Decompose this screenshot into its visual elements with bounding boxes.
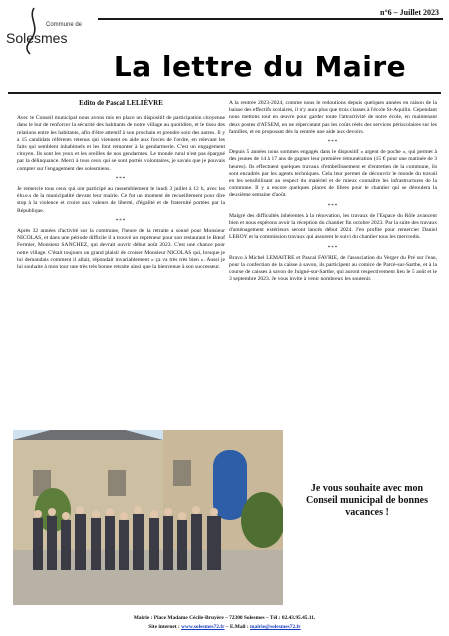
commune-logo <box>6 4 102 58</box>
footer-mail-label: – E.Mail : <box>224 624 251 630</box>
closing-message: Je vous souhaite avec mon Conseil municipal de bonnes vacances ! <box>306 483 428 518</box>
website-link[interactable]: www.solesmes72.fr <box>181 624 225 630</box>
page-title: La lettre du Maire <box>113 50 407 83</box>
separator: *** <box>115 218 127 224</box>
logo-name: Solesmes <box>6 30 68 46</box>
title-rule <box>8 92 441 94</box>
separator: *** <box>327 203 339 209</box>
footer-site-label: Site internet : <box>148 624 182 630</box>
footer-contact <box>8 624 441 630</box>
header-rule <box>98 18 443 20</box>
logo-commune-label: Commune de <box>46 22 83 28</box>
footer-address: Mairie : Place Madame Cécile-Bruyère – 72300 Solesmes – Tél : 02.43.95.45.11. <box>133 615 316 621</box>
edito-left-column <box>17 100 225 276</box>
separator: *** <box>327 140 339 146</box>
photo-illustration-icon <box>13 430 283 605</box>
issue-number: n°6 – Juillet 2023 <box>380 8 439 17</box>
separator: *** <box>327 245 339 251</box>
edito-right-column <box>229 100 437 289</box>
edito-title: Edito de Pascal LELIÈVRE <box>79 99 163 107</box>
edito-paragraph: Bravo à Michel LEMAITRE et Pascal FAVRIE, de l'association du Verger du Pré sur l'eau, pour la confection de la caisse à savon, ils participent au comice de Parcé-sur-Sarthe, et à la course de caisses à savon de Juigné-sur-Sarthe, qui auront respectivement lieu le 5 août et le 3 septembre 2023. Je vous invite à venir nombreux les soutenir. <box>229 254 437 283</box>
edito-paragraph: Malgré des difficultés inhérentes à la rénovation, les travaux de l'Espace du Rôle avancent bien et nous espérons avoir la réception du chantier fin octobre 2023. Par la suite des travaux d'aménagement extérieurs seront lancés début 2024. J'en profite pour remercier Daniel LEROY et la commission travaux qui assurent le suivi du chantier tous les mercredis. <box>229 212 437 241</box>
edito-paragraph: A la rentrée 2023-2024, comme nous le redoutions depuis quelques années en raison de la baisse des effectifs scolaires, il n'y aura plus que trois classes à l'école St-Aquilin. Cependant nous mettons tout en œuvre pour garder toute l'attractivité de notre école, en maintenant deux postes d'ATSEM, en ne répercutant pas les coûts réels des services périscolaires sur les familles, et en proposant dès la rentrée une aide aux devoirs. <box>229 100 437 135</box>
edito-paragraph: Avec le Conseil municipal nous avons mis en place un dispositif de participation citoyenne dans le but de renforcer la sécurité des habitants de notre village au quotidien, et le tissu des relations entre les habitants, afin d'être attentif à son prochain et prendre soin des autres. Il y a 15 candidats référents retenus qui viennent en aide aux forces de l'ordre, en relevant les faits qui semblent inhabituels et les font remonter à la gendarmerie. C'est un engagement citoyen. Ils sont les yeux et les oreilles de nos gendarmes. Le monde rural n'est pas épargné par la délinquance. Merci à tous ceux qui se sont portés volontaires, je savais que je pouvais compter sur l'engagement des solesmiens. <box>17 115 225 172</box>
email-link[interactable]: mairie@solesmes72.fr <box>250 624 301 630</box>
edito-paragraph: Je remercie tous ceux qui ont participé au rassemblement le lundi 3 juillet à 12 h, avec les élu.e.s de la municipalité devant leur mairie. Ce fut un moment de recueillement pour dire stop à la violence et croire aux valeurs de liberté, d'égalité et de fraternité portées par la République. <box>17 186 225 214</box>
edito-paragraph: Depuis 5 années nous sommes engagés dans le dispositif « argent de poche », qui permet à des jeunes de 14 à 17 ans de gagner leur première rémunération (15 € pour une matinée de 3 heures). Ils effectuent quelques travaux d'embellissement et d'entretien de la commune, ils sont encadrés par les agents techniques. Cela leur permet de découvrir le monde du travail en les sensibilisant au respect du matériel et de mieux connaître les infrastructures de la commune. Il y a encore quelques places de libres pour le chantier qui se déroulera la deuxième semaine d'août. <box>229 149 437 199</box>
council-group-photo <box>13 430 283 605</box>
separator: *** <box>115 176 127 182</box>
edito-paragraph: Après 32 années d'activité sur la commune, l'heure de la retraite a sonné pour Monsieur NICOLAS, et dans une période difficile il a trouvé un repreneur pour son restaurant le Bœuf Fermier, Monsieur SANCHEZ, qui devrait ouvrir début août 2023. C'est une chance pour notre village. C'était toujours un grand plaisir de croiser Monsieur NICOLAS qui, lorsque je lui demandais comment il allait, répondait invariablement « ça va très très bien ». Aussi je lui souhaite à mon tour une très très bonne retraite ainsi que la bienvenue à son successeur. <box>17 228 225 271</box>
